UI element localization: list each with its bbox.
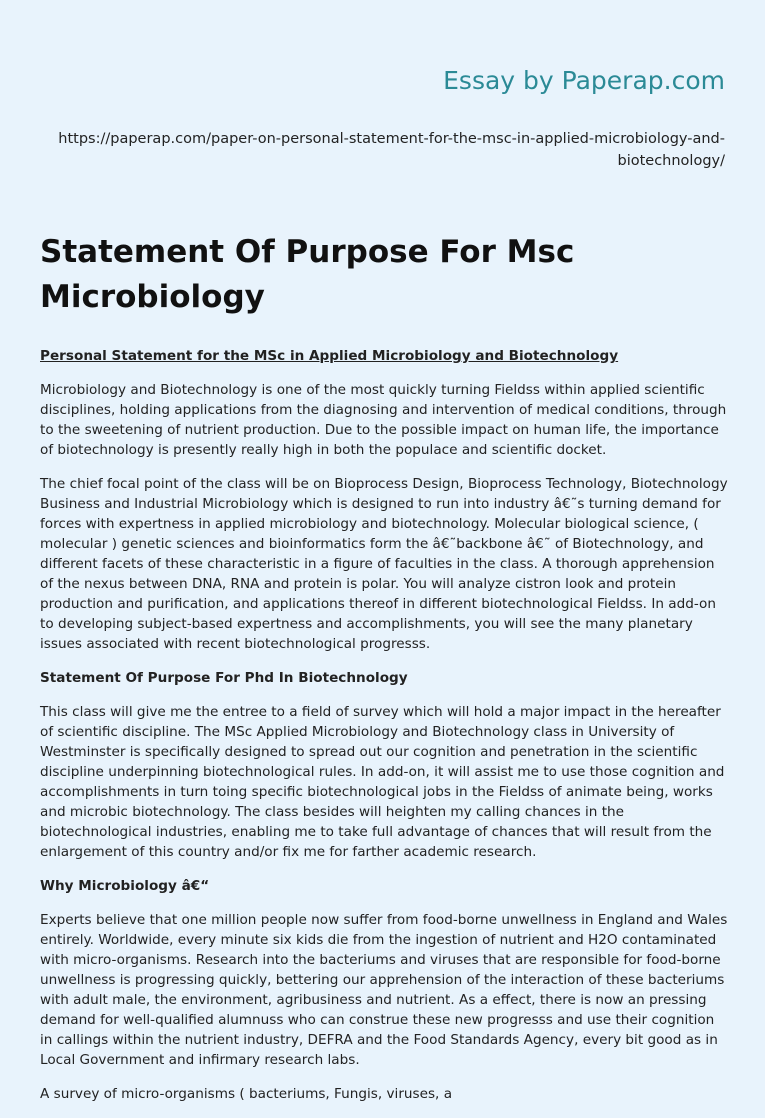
paragraph-1: Microbiology and Biotechnology is one of the most quickly turning Fieldss within applied scientific disciplines, holding applications from the diagnosing and intervention of medical conditions, through to the sweetening of nutrient production. Due to the possible impact on human life, the importance of biotechnology is presently really high in both the populace and scientific docket. bbox=[40, 382, 727, 458]
section-heading-phd: Statement Of Purpose For Phd In Biotechnology bbox=[40, 670, 408, 686]
section-subtitle: Personal Statement for the MSc in Applied Microbiology and Biotechnology bbox=[40, 348, 619, 364]
essay-body bbox=[40, 346, 730, 1118]
paragraph-4: Experts believe that one million people now suffer from food-borne unwellness in England and Wales entirely. Worldwide, every minute six kids die from the ingestion of nutrient and H2O contaminated with micro-organisms. Research into the bacteriums and viruses that are responsible for food-borne unwellness is progressing quickly, bettering our apprehension of the interaction of these bacteriums with adult male, the environment, agribusiness and nutrient. As a effect, there is now an pressing demand for well-qualified alumnuss who can construe these new progresss and use their cognition in callings within the nutrient industry, DEFRA and the Food Standards Agency, every bit good as in Local Government and infirmary research labs. bbox=[40, 912, 728, 1068]
source-url[interactable]: https://paperap.com/paper-on-personal-statement-for-the-msc-in-applied-microbiology-and-biotechnology/ bbox=[58, 131, 725, 169]
section-heading-why: Why Microbiology â€“ bbox=[40, 878, 210, 894]
paragraph-5: A survey of micro-organisms ( bacteriums, Fungis, viruses, a bbox=[40, 1086, 453, 1102]
site-brand[interactable]: Essay by Paperap.com bbox=[443, 66, 725, 95]
paragraph-2: The chief focal point of the class will be on Bioprocess Design, Bioprocess Technology, Biotechnology Business and Industrial Microbiology which is designed to run into industry â€˜s turning demand for forces with expertness in applied microbiology and biotechnology. Molecular biological science, ( molecular ) genetic sciences and bioinformatics form the â€˜backbone â€˜ of Biotechnology, and different facets of these characteristic in a figure of faculties in the class. A thorough apprehension of the nexus between DNA, RNA and protein is polar. You will analyze cistron look and protein production and purification, and applications thereof in different biotechnological Fieldss. In add-on to developing subject-based expertness and accomplishments, you will see the many planetary issues associated with recent biotechnological progresss. bbox=[40, 476, 728, 652]
paragraph-3: This class will give me the entree to a field of survey which will hold a major impact in the hereafter of scientific discipline. The MSc Applied Microbiology and Biotechnology class in University of Westminster is specifically designed to spread out our cognition and penetration in the scientific discipline underpinning biotechnological rules. In add-on, it will assist me to use those cognition and accomplishments in turn toing specific biotechnological jobs in the Fieldss of animate being, works and microbic biotechnology. The class besides will heighten my calling chances in the biotechnological industries, enabling me to take full advantage of chances that will result from the enlargement of this country and/or fix me for farther academic research. bbox=[40, 704, 725, 860]
page-title: Statement Of Purpose For Msc Microbiology bbox=[40, 234, 575, 315]
